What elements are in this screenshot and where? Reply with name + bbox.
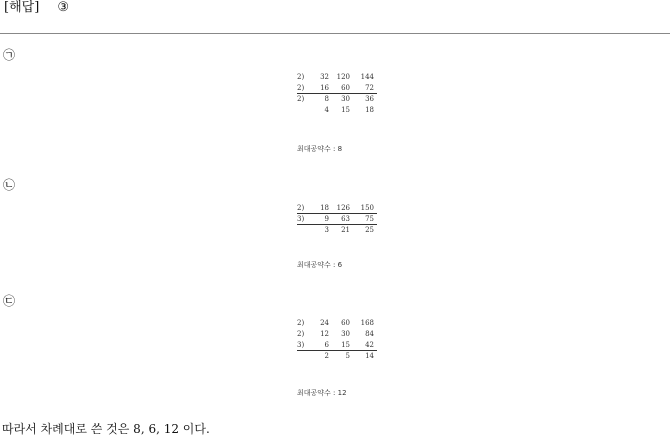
divider — [0, 33, 670, 34]
value-a: 2 — [324, 352, 329, 360]
division-ladder — [297, 72, 377, 116]
value-c: 144 — [360, 73, 374, 81]
value-a: 4 — [324, 106, 329, 114]
value-a: 12 — [320, 330, 329, 338]
divisor: 2) — [297, 73, 305, 81]
division-ladder — [297, 318, 377, 362]
divisor: 2) — [297, 84, 305, 92]
divisor: 2) — [297, 319, 305, 327]
gcd-result: 최대공약수 : 8 — [297, 145, 343, 153]
value-b: 30 — [341, 330, 350, 338]
value-a: 18 — [320, 204, 329, 212]
section-marker: ㉢ — [3, 294, 16, 308]
value-b: 60 — [341, 84, 350, 92]
value-c: 25 — [365, 226, 374, 234]
value-b: 60 — [341, 319, 350, 327]
value-b: 63 — [341, 215, 350, 223]
divisor: 3) — [297, 215, 305, 223]
divisor: 2) — [297, 95, 305, 103]
value-b: 5 — [345, 352, 350, 360]
value-c: 75 — [365, 215, 374, 223]
value-c: 150 — [360, 204, 374, 212]
division-row — [297, 105, 377, 116]
division-row — [297, 72, 377, 83]
value-c: 14 — [365, 352, 374, 360]
division-row — [297, 214, 377, 225]
value-a: 32 — [320, 73, 329, 81]
gcd-result: 최대공약수 : 12 — [297, 389, 347, 397]
value-b: 30 — [341, 95, 350, 103]
division-row — [297, 203, 377, 214]
section-marker: ㉡ — [3, 178, 16, 192]
value-c: 42 — [365, 341, 374, 349]
value-a: 16 — [320, 84, 329, 92]
value-c: 18 — [365, 106, 374, 114]
value-b: 15 — [341, 341, 350, 349]
division-ladder — [297, 203, 377, 236]
value-b: 126 — [336, 204, 350, 212]
value-c: 84 — [365, 330, 374, 338]
division-row — [297, 340, 377, 351]
division-row — [297, 351, 377, 362]
answer-header — [4, 0, 69, 16]
value-c: 36 — [365, 95, 374, 103]
value-b: 120 — [336, 73, 350, 81]
answer-label: [해답] — [4, 0, 40, 15]
division-row — [297, 329, 377, 340]
value-a: 9 — [324, 215, 329, 223]
value-a: 24 — [320, 319, 329, 327]
value-c: 72 — [365, 84, 374, 92]
value-b: 15 — [341, 106, 350, 114]
division-row — [297, 225, 377, 236]
divisor: 3) — [297, 341, 305, 349]
conclusion-text: 따라서 차례대로 쓴 것은 8, 6, 12 이다. — [2, 422, 210, 436]
division-row — [297, 318, 377, 329]
divisor: 2) — [297, 204, 305, 212]
value-c: 168 — [360, 319, 374, 327]
gcd-result: 최대공약수 : 6 — [297, 261, 343, 269]
division-row — [297, 83, 377, 94]
value-a: 6 — [324, 341, 329, 349]
value-a: 3 — [324, 226, 329, 234]
division-row — [297, 94, 377, 105]
divisor: 2) — [297, 330, 305, 338]
answer-choice: ③ — [57, 0, 70, 15]
section-marker: ㉠ — [3, 48, 16, 62]
value-b: 21 — [341, 226, 350, 234]
value-a: 8 — [324, 95, 329, 103]
